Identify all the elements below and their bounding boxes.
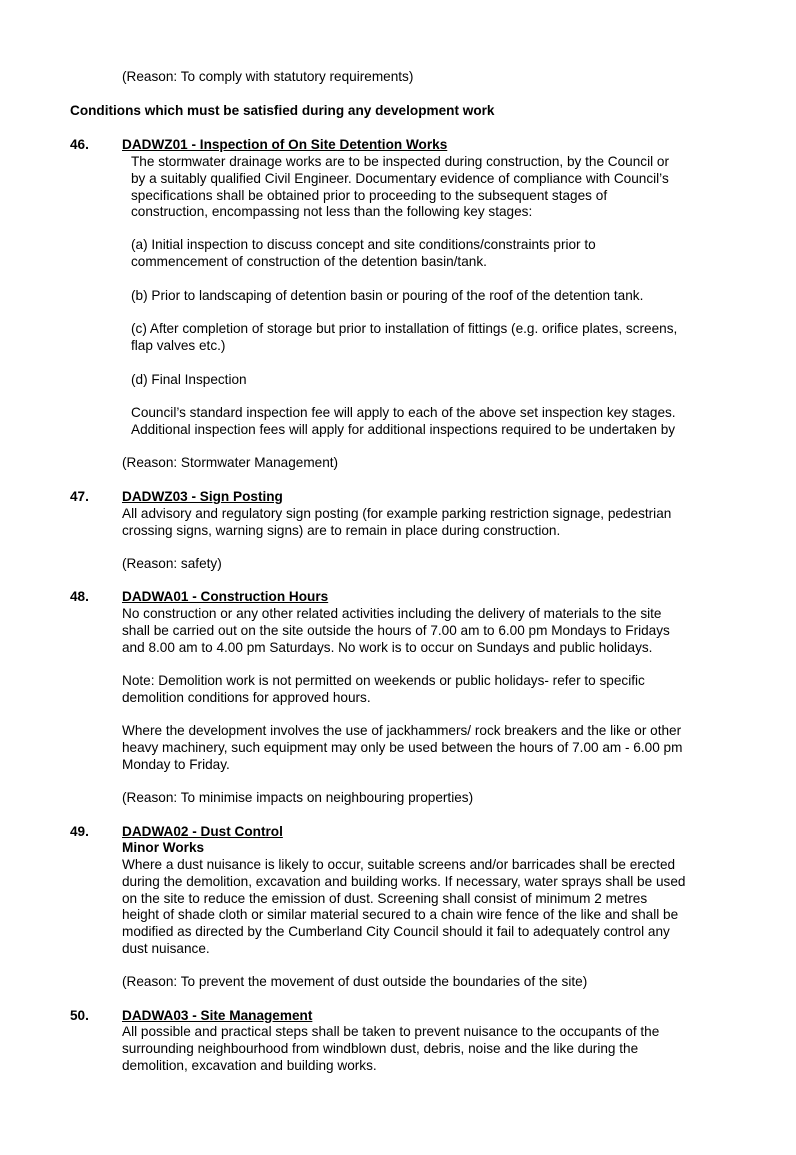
condition-paragraph: Where the development involves the use of jackhammers/ rock breakers and the like or other heavy machinery, such equipment may only be used between the hours of 7.00 am - 6.00 pm Monday to Friday. [122, 723, 683, 772]
condition-paragraph: The stormwater drainage works are to be inspected during construction, by the Council or by a suitably qualified Civil Engineer. Documentary evidence of compliance with Council’s specifications shall be obtained prior to proceeding to the subsequent stages of construction, encompassing not less than the following key stages: [131, 154, 669, 220]
condition-paragraph: (d) Final Inspection [131, 372, 247, 387]
condition-paragraph: All possible and practical steps shall be taken to prevent nuisance to the occupants of the surrounding neighbourhood from windblown dust, debris, noise and the like during the demolition, excavation and building works. [122, 1024, 660, 1073]
condition-paragraph: Where a dust nuisance is likely to occur, suitable screens and/or barricades shall be erected during the demolition, excavation and building works. If necessary, water sprays shall be used on the site to reduce the emission of dust. Screening shall consist of minimum 2 metres height of shade cloth or similar material secured to a chain wire fence of the like and shall be modified as directed by the Cumberland City Council should it fail to adequately control any dust nuisance. [122, 857, 686, 956]
condition-title: DADWZ03 - Sign Posting [122, 489, 283, 504]
condition-reason: (Reason: Stormwater Management) [122, 455, 339, 470]
condition-number: 46. [70, 137, 89, 152]
condition-paragraph: (b) Prior to landscaping of detention basin or pouring of the roof of the detention tank. [131, 288, 644, 303]
condition-paragraph: All advisory and regulatory sign posting (for example parking restriction signage, pedestrian crossing signs, warning signs) are to remain in place during construction. [122, 506, 672, 538]
condition-paragraph: Note: Demolition work is not permitted on weekends or public holidays- refer to specific demolition conditions for approved hours. [122, 673, 645, 705]
condition-number: 50. [70, 1008, 89, 1023]
condition-subtitle: Minor Works [122, 840, 205, 855]
condition-reason: (Reason: To prevent the movement of dust outside the boundaries of the site) [122, 974, 588, 989]
top-reason: (Reason: To comply with statutory requirements) [122, 69, 414, 84]
condition-title: DADWA03 - Site Management [122, 1008, 313, 1023]
condition-number: 49. [70, 824, 89, 839]
condition-paragraph: (a) Initial inspection to discuss concept and site conditions/constraints prior to commencement of construction of the detention basin/tank. [131, 237, 596, 269]
condition-title: DADWA02 - Dust Control [122, 824, 283, 839]
condition-number: 47. [70, 489, 89, 504]
condition-paragraph: (c) After completion of storage but prior to installation of fittings (e.g. orifice plates, screens, flap valves etc.) [131, 321, 678, 353]
condition-number: 48. [70, 589, 89, 604]
section-heading: Conditions which must be satisfied during any development work [70, 103, 495, 118]
condition-reason: (Reason: To minimise impacts on neighbouring properties) [122, 790, 474, 805]
condition-title: DADWA01 - Construction Hours [122, 589, 329, 604]
condition-paragraph: No construction or any other related activities including the delivery of materials to the site shall be carried out on the site outside the hours of 7.00 am to 6.00 pm Mondays to Fridays and 8.00 am to 4.00 pm Saturdays. No work is to occur on Sundays and public holidays. [122, 606, 670, 655]
condition-reason: (Reason: safety) [122, 556, 222, 571]
condition-title: DADWZ01 - Inspection of On Site Detention Works [122, 137, 448, 152]
condition-paragraph: Council’s standard inspection fee will apply to each of the above set inspection key stages. Additional inspection fees will apply for additional inspections required to be undertaken by [131, 405, 676, 437]
